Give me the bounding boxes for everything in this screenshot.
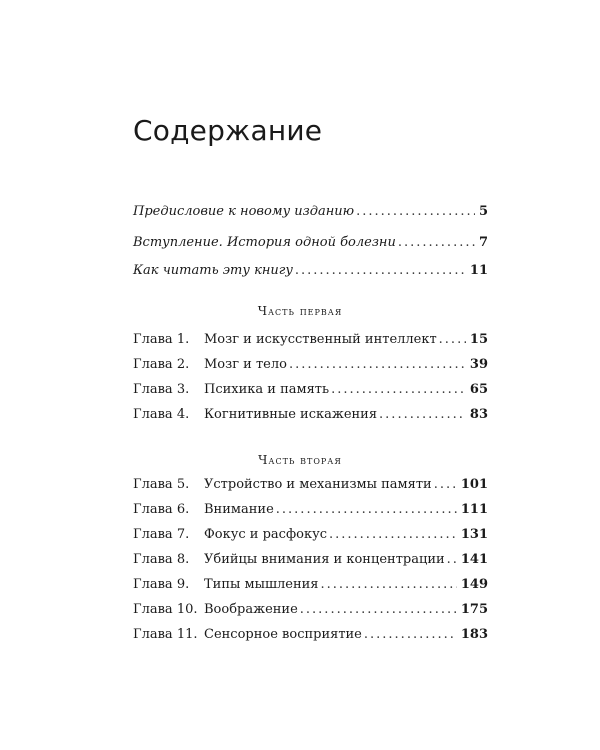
leader-dots <box>276 502 457 517</box>
leader-dots <box>398 235 475 250</box>
entry-page-number: 39 <box>469 357 488 372</box>
entry-label: Мозг и искусственный интеллект <box>204 332 437 347</box>
entry-page-number: 83 <box>469 407 488 422</box>
toc-entry-chapter-2 <box>133 357 488 377</box>
entry-page-number: 183 <box>460 627 488 642</box>
entry-label: Предисловие к новому изданию <box>133 204 355 219</box>
leader-dots <box>300 602 457 617</box>
toc-entry-introduction <box>133 235 488 255</box>
entry-label: Сенсорное восприятие <box>204 627 362 642</box>
chapter-number: Глава 4. <box>133 407 190 422</box>
entry-page-number: 5 <box>478 204 488 219</box>
toc-entry-chapter-3 <box>133 382 488 402</box>
entry-label: Как читать эту книгу <box>133 263 293 278</box>
entry-page-number: 111 <box>460 502 488 517</box>
page-title: Содержание <box>133 114 323 147</box>
chapter-number: Глава 2. <box>133 357 190 372</box>
chapter-number: Глава 8. <box>133 552 190 567</box>
leader-dots <box>356 204 475 219</box>
leader-dots <box>447 552 457 567</box>
entry-page-number: 175 <box>460 602 488 617</box>
entry-label: Устройство и механизмы памяти <box>204 477 432 492</box>
leader-dots <box>364 627 457 642</box>
entry-page-number: 101 <box>460 477 488 492</box>
leader-dots <box>331 382 466 397</box>
toc-entry-chapter-6 <box>133 502 488 522</box>
toc-entry-chapter-7 <box>133 527 488 547</box>
leader-dots <box>379 407 466 422</box>
entry-page-number: 7 <box>478 235 488 250</box>
entry-page-number: 11 <box>469 263 488 278</box>
entry-label: Вступление. История одной болезни <box>133 235 396 250</box>
leader-dots <box>295 263 466 278</box>
entry-label: Фокус и расфокус <box>204 527 328 542</box>
toc-entry-chapter-4 <box>133 407 488 427</box>
toc-entry-chapter-8 <box>133 552 488 572</box>
leader-dots <box>434 477 457 492</box>
leader-dots <box>321 577 457 592</box>
toc-entry-chapter-11 <box>133 627 488 647</box>
entry-label: Типы мышления <box>204 577 319 592</box>
leader-dots <box>329 527 457 542</box>
chapter-number: Глава 7. <box>133 527 190 542</box>
chapter-number: Глава 6. <box>133 502 190 517</box>
chapter-number: Глава 3. <box>133 382 190 397</box>
toc-entry-preface <box>133 204 488 224</box>
entry-page-number: 15 <box>469 332 488 347</box>
toc-entry-chapter-5 <box>133 477 488 497</box>
toc-entry-chapter-1 <box>133 332 488 352</box>
entry-page-number: 141 <box>460 552 488 567</box>
chapter-number: Глава 1. <box>133 332 190 347</box>
entry-label: Внимание <box>204 502 274 517</box>
entry-page-number: 65 <box>469 382 488 397</box>
entry-label: Психика и память <box>204 382 330 397</box>
chapter-number: Глава 5. <box>133 477 190 492</box>
chapter-number: Глава 10. <box>133 602 198 617</box>
chapter-number: Глава 9. <box>133 577 190 592</box>
toc-entry-how-to-read <box>133 263 488 283</box>
part-heading-1: Часть первая <box>257 304 343 318</box>
entry-label: Воображение <box>204 602 298 617</box>
chapter-number: Глава 11. <box>133 627 198 642</box>
part-heading-2: Часть вторая <box>258 453 342 467</box>
leader-dots <box>289 357 466 372</box>
toc-entry-chapter-9 <box>133 577 488 597</box>
entry-page-number: 131 <box>460 527 488 542</box>
entry-label: Мозг и тело <box>204 357 287 372</box>
entry-label: Убийцы внимания и концентрации <box>204 552 445 567</box>
entry-label: Когнитивные искажения <box>204 407 378 422</box>
toc-entry-chapter-10 <box>133 602 488 622</box>
entry-page-number: 149 <box>460 577 488 592</box>
leader-dots <box>439 332 466 347</box>
